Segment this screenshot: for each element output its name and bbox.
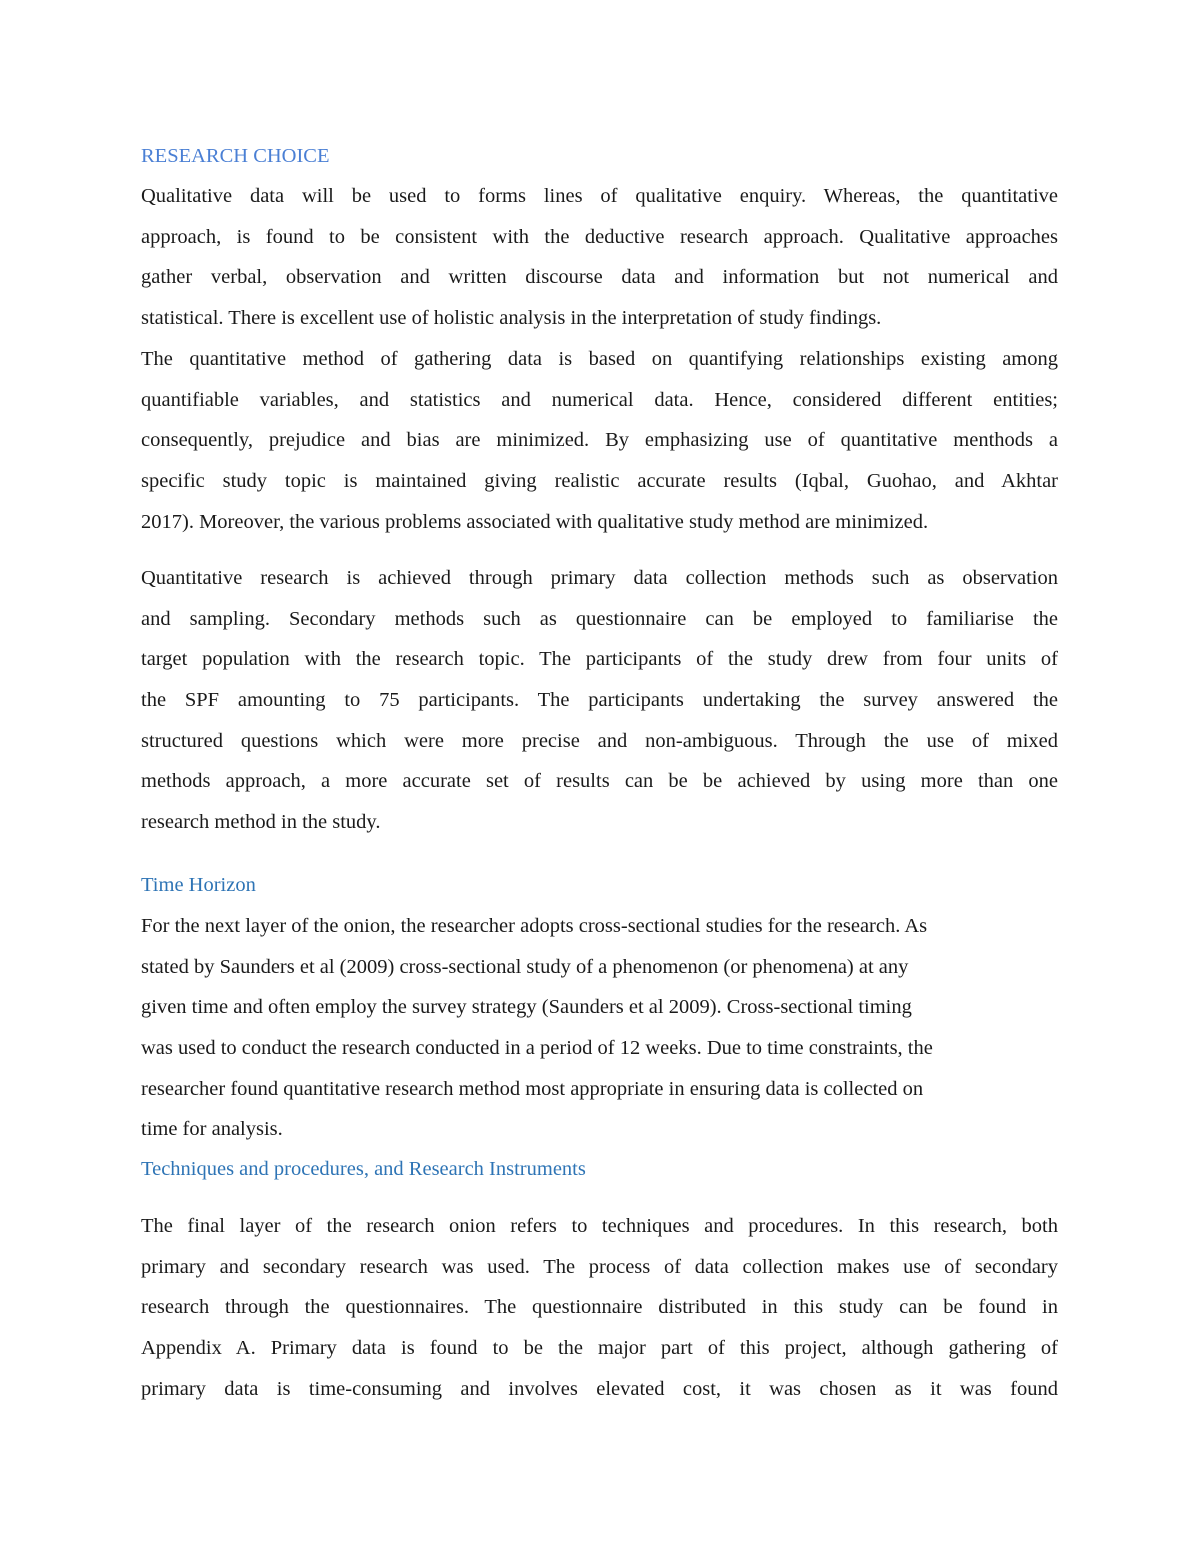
text-line: primary data is time-consuming and involves elevated cost, it was chosen as it was found	[141, 1377, 1058, 1400]
text-line: gather verbal, observation and written discourse data and information but not numerical and	[141, 266, 1058, 289]
paragraph-time-horizon	[141, 906, 1058, 1150]
text-line: primary and secondary research was used. The process of data collection makes use of secondary	[141, 1255, 1058, 1278]
text-line: methods approach, a more accurate set of results can be be achieved by using more than one	[141, 770, 1058, 793]
text-line: research through the questionnaires. The questionnaire distributed in this study can be found in	[141, 1296, 1058, 1319]
paragraph-qualitative	[141, 176, 1058, 339]
text-line: the SPF amounting to 75 participants. The participants undertaking the survey answered the	[141, 689, 1058, 712]
paragraph-quantitative-research	[141, 558, 1058, 843]
text-line: Quantitative research is achieved through primary data collection methods such as observation	[141, 567, 1058, 589]
text-line: Appendix A. Primary data is found to be the major part of this project, although gathering of	[141, 1337, 1058, 1360]
text-line: was used to conduct the research conducted in a period of 12 weeks. Due to time constraints, the	[141, 1037, 933, 1060]
text-line: Qualitative data will be used to forms lines of qualitative enquiry. Whereas, the quantitative	[141, 185, 1058, 207]
text-line: research method in the study.	[141, 811, 381, 834]
text-line: approach, is found to be consistent with the deductive research approach. Qualitative approaches	[141, 225, 1058, 248]
text-line: and sampling. Secondary methods such as questionnaire can be employed to familiarise the	[141, 607, 1058, 630]
text-line: The quantitative method of gathering data is based on quantifying relationships existing among	[141, 348, 1058, 370]
heading-time-horizon: Time Horizon	[141, 874, 256, 896]
text-line: time for analysis.	[141, 1118, 283, 1141]
text-line: target population with the research topic. The participants of the study drew from four units of	[141, 648, 1058, 671]
heading-techniques: Techniques and procedures, and Research Instruments	[141, 1158, 586, 1180]
text-line: structured questions which were more precise and non-ambiguous. Through the use of mixed	[141, 729, 1058, 752]
text-line: specific study topic is maintained giving realistic accurate results (Iqbal, Guohao, and Akhtar	[141, 470, 1058, 493]
heading-research-choice: RESEARCH CHOICE	[141, 145, 330, 167]
text-line: given time and often employ the survey strategy (Saunders et al 2009). Cross-sectional timing	[141, 996, 912, 1019]
text-line: The final layer of the research onion refers to techniques and procedures. In this research, both	[141, 1215, 1058, 1237]
text-line: quantifiable variables, and statistics and numerical data. Hence, considered different entities;	[141, 388, 1058, 411]
text-line: For the next layer of the onion, the researcher adopts cross-sectional studies for the research. As	[141, 915, 928, 937]
paragraph-quantitative-method	[141, 339, 1058, 542]
paragraph-techniques	[141, 1206, 1058, 1409]
text-line: researcher found quantitative research method most appropriate in ensuring data is collected on	[141, 1077, 924, 1100]
text-line: 2017). Moreover, the various problems associated with qualitative study method are minimized.	[141, 510, 929, 533]
text-line: consequently, prejudice and bias are minimized. By emphasizing use of quantitative menthods a	[141, 429, 1058, 452]
text-line: stated by Saunders et al (2009) cross-sectional study of a phenomenon (or phenomena) at any	[141, 955, 909, 978]
text-line: statistical. There is excellent use of holistic analysis in the interpretation of study findings.	[141, 307, 882, 330]
